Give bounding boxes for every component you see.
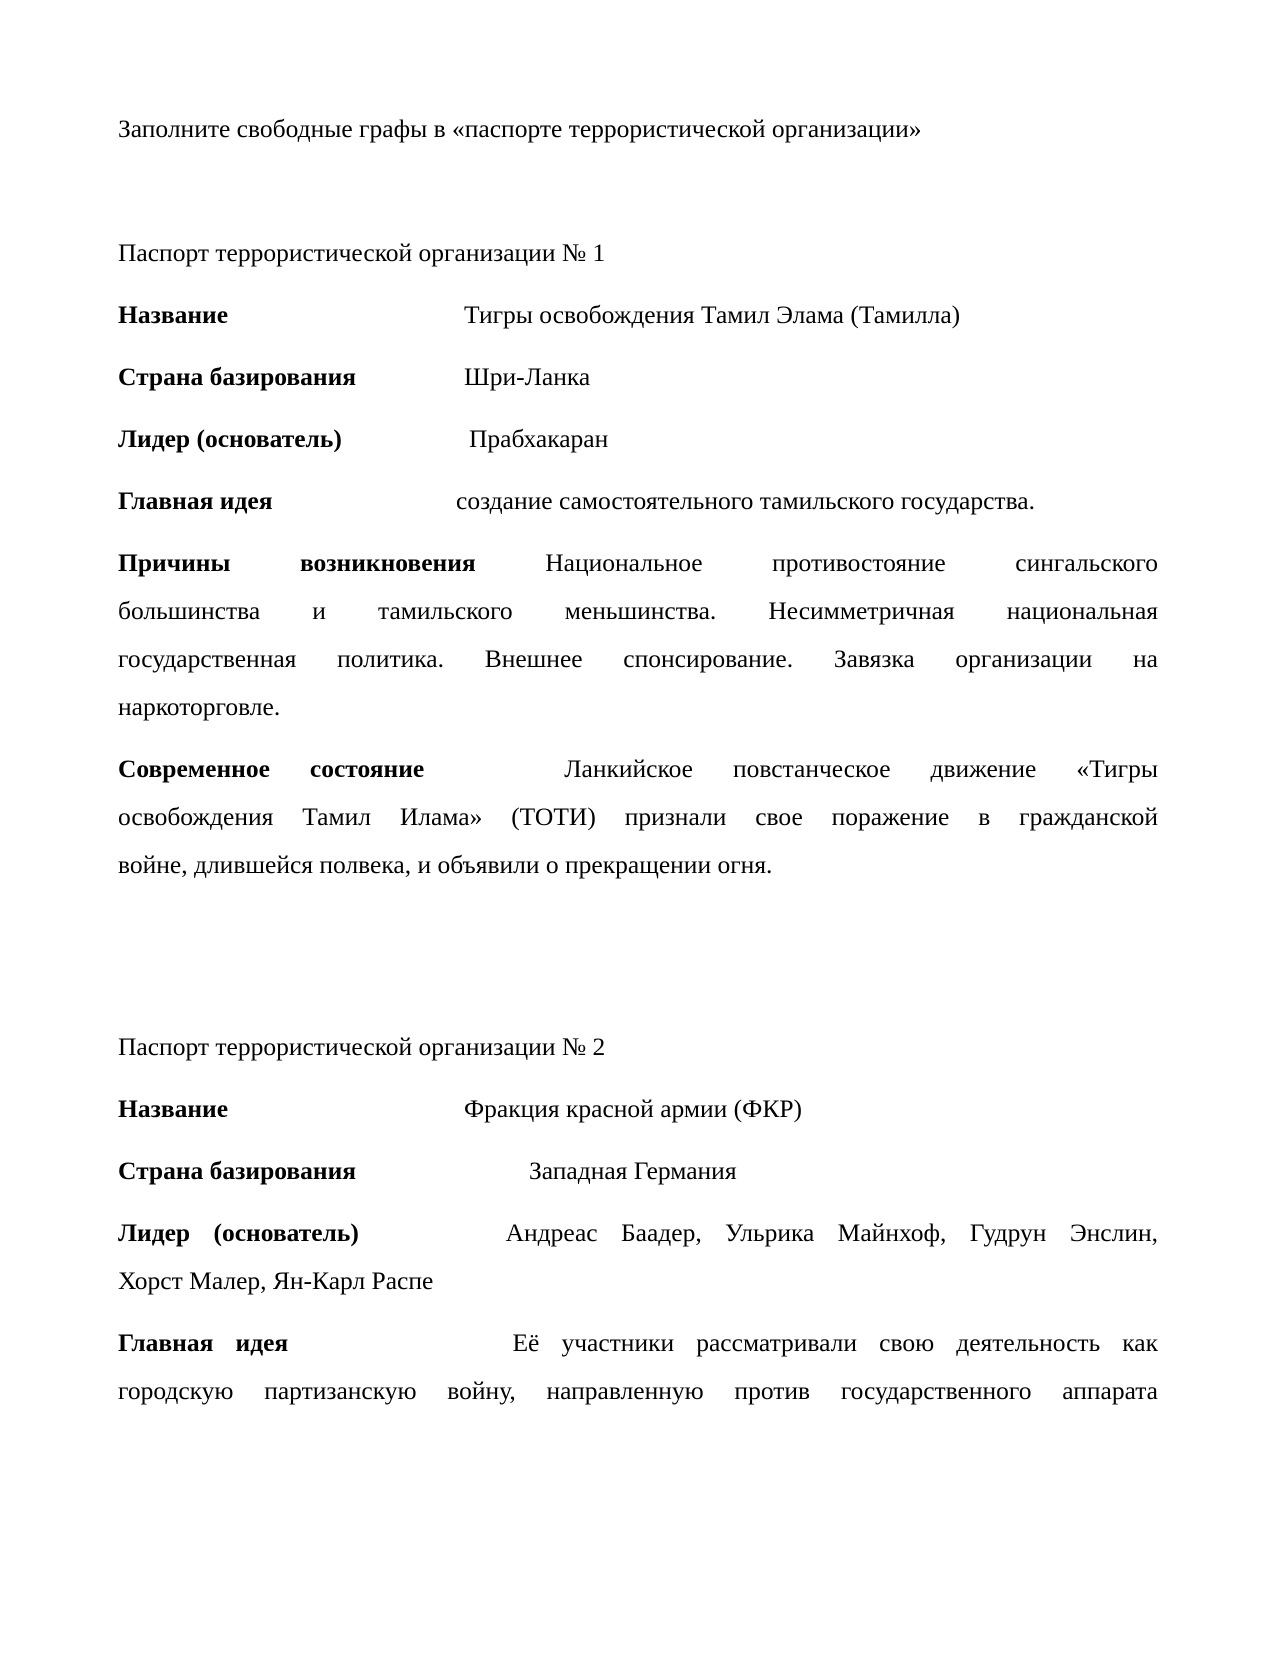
- passport2-idea-line1: [118, 1318, 1158, 1368]
- passport2-leader-line1: [118, 1208, 1158, 1258]
- passport1-causes-line1: [118, 538, 1158, 588]
- passport1-name-value: Тигры освобождения Тамил Элама (Тамилла): [464, 300, 961, 329]
- passport1-status-label: Современное состояние: [118, 754, 425, 783]
- document-page: [118, 0, 1158, 1656]
- passport1-causes-line4: наркоторговле.: [118, 692, 281, 721]
- passport2-idea-label: Главная идея: [118, 1328, 289, 1357]
- passport2-heading: Паспорт террористической организации № 2: [118, 1032, 606, 1061]
- passport1-causes-text1: Национальное противостояние сингальского: [545, 548, 1158, 577]
- passport1-causes-line2: большинства и тамильского меньшинства. Несимметричная национальная: [118, 596, 1158, 625]
- passport2-leader-label: Лидер (основатель): [118, 1218, 359, 1247]
- passport2-idea-text1: Её участники рассматривали свою деятельность как: [512, 1328, 1159, 1357]
- passport2-country-label: Страна базирования: [118, 1156, 357, 1185]
- passport2-leader-line2: Хорст Малер, Ян-Карл Распе: [118, 1266, 434, 1295]
- passport2-name-label: Название: [118, 1094, 229, 1123]
- passport2-leader-text1: Андреас Баадер, Ульрика Майнхоф, Гудрун Энслин,: [505, 1218, 1159, 1247]
- passport1-status-line1: [118, 744, 1158, 794]
- passport2-country-value: Западная Германия: [529, 1156, 737, 1185]
- passport1-status-text1: Ланкийское повстанческое движение «Тигры: [564, 754, 1159, 783]
- instruction-text: Заполните свободные графы в «паспорте террористической организации»: [118, 114, 922, 143]
- passport1-leader-row: [118, 414, 342, 464]
- passport1-country-row: [118, 352, 356, 402]
- passport1-name-row: [118, 290, 228, 340]
- passport2-name-row: [118, 1084, 228, 1134]
- passport1-idea-value: создание самостоятельного тамильского государства.: [456, 486, 1035, 515]
- passport1-status-line3: войне, длившейся полвека, и объявили о прекращении огня.: [118, 850, 773, 879]
- passport1-leader-value: Прабхакаран: [469, 424, 609, 453]
- passport1-country-label: Страна базирования: [118, 362, 357, 391]
- passport2-name-value: Фракция красной армии (ФКР): [464, 1094, 802, 1123]
- passport2-country-row: [118, 1146, 356, 1196]
- passport1-status-line2: освобождения Тамил Илама» (ТОТИ) признали свое поражение в гражданской: [118, 802, 1158, 831]
- passport1-heading: Паспорт террористической организации № 1: [118, 238, 606, 267]
- passport2-idea-line2: городскую партизанскую войну, направленную против государственного аппарата: [118, 1376, 1158, 1405]
- passport1-name-label: Название: [118, 300, 229, 329]
- passport1-causes-line3: государственная политика. Внешнее спонсирование. Завязка организации на: [118, 644, 1158, 673]
- passport1-idea-row: [118, 476, 273, 526]
- passport1-causes-label: Причины возникновения: [118, 548, 476, 577]
- passport1-country-value: Шри-Ланка: [464, 362, 591, 391]
- passport1-idea-label: Главная идея: [118, 486, 273, 515]
- passport1-leader-label: Лидер (основатель): [118, 424, 342, 453]
